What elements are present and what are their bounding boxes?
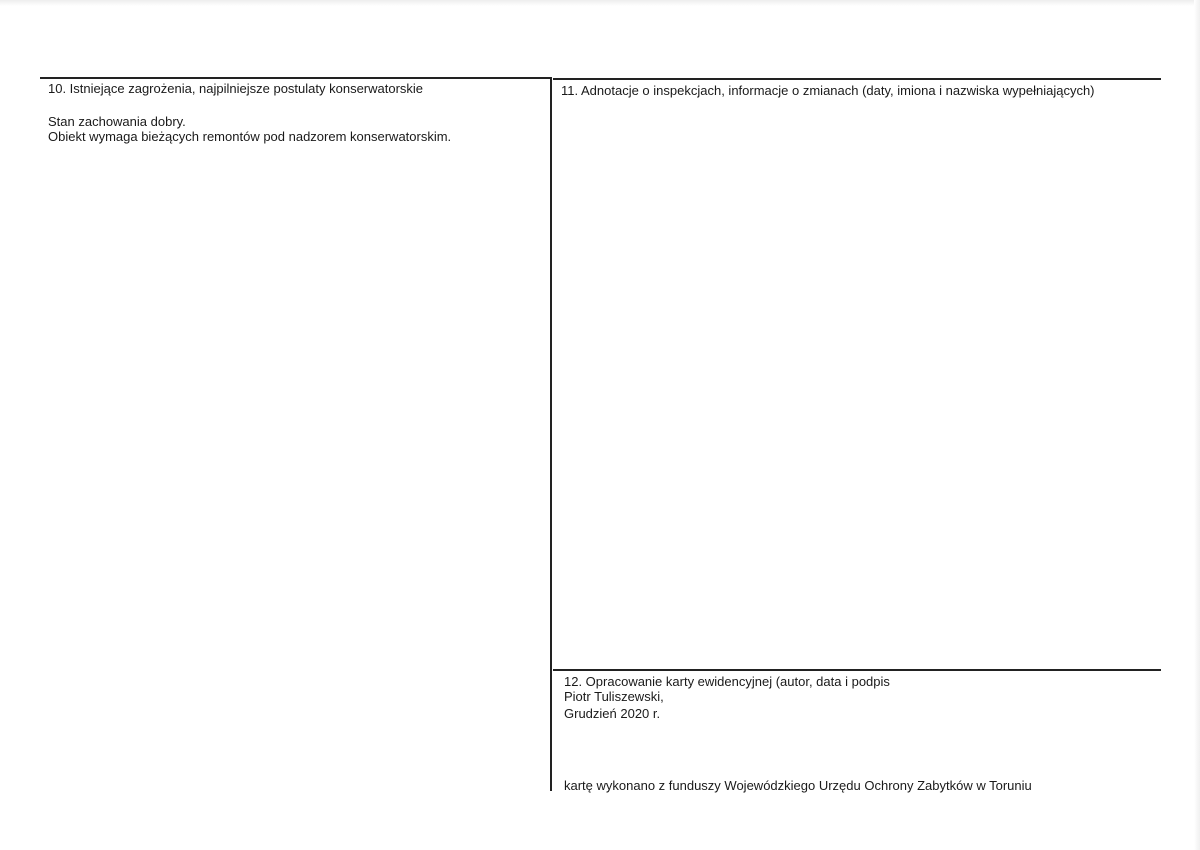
section-10-line: Stan zachowania dobry. [48,114,186,129]
section-12-heading: 12. Opracowanie karty ewidencyjnej (autor, data i podpis [564,674,890,689]
section-12-funding-note: kartę wykonano z funduszy Wojewódzkiego Urzędu Ochrony Zabytków w Toruniu [564,778,1032,793]
section-12-date: Grudzień 2020 r. [564,706,661,721]
scan-edge-shadow-top [0,0,1200,6]
section-10-top-rule [40,77,551,79]
section-10-line: Obiekt wymaga bieżących remontów pod nadzorem konserwatorskim. [48,129,452,144]
section-10-heading: 10. Istniejące zagrożenia, najpilniejsze postulaty konserwatorskie [48,81,424,96]
column-divider [550,77,552,791]
section-11-top-rule [553,78,1161,80]
section-12-top-rule [553,669,1161,671]
section-11-heading: 11. Adnotacje o inspekcjach, informacje o zmianach (daty, imiona i nazwiska wypełniających) [561,83,1095,98]
section-12-author: Piotr Tuliszewski, [564,689,664,704]
scan-edge-shadow-right [1194,0,1200,850]
